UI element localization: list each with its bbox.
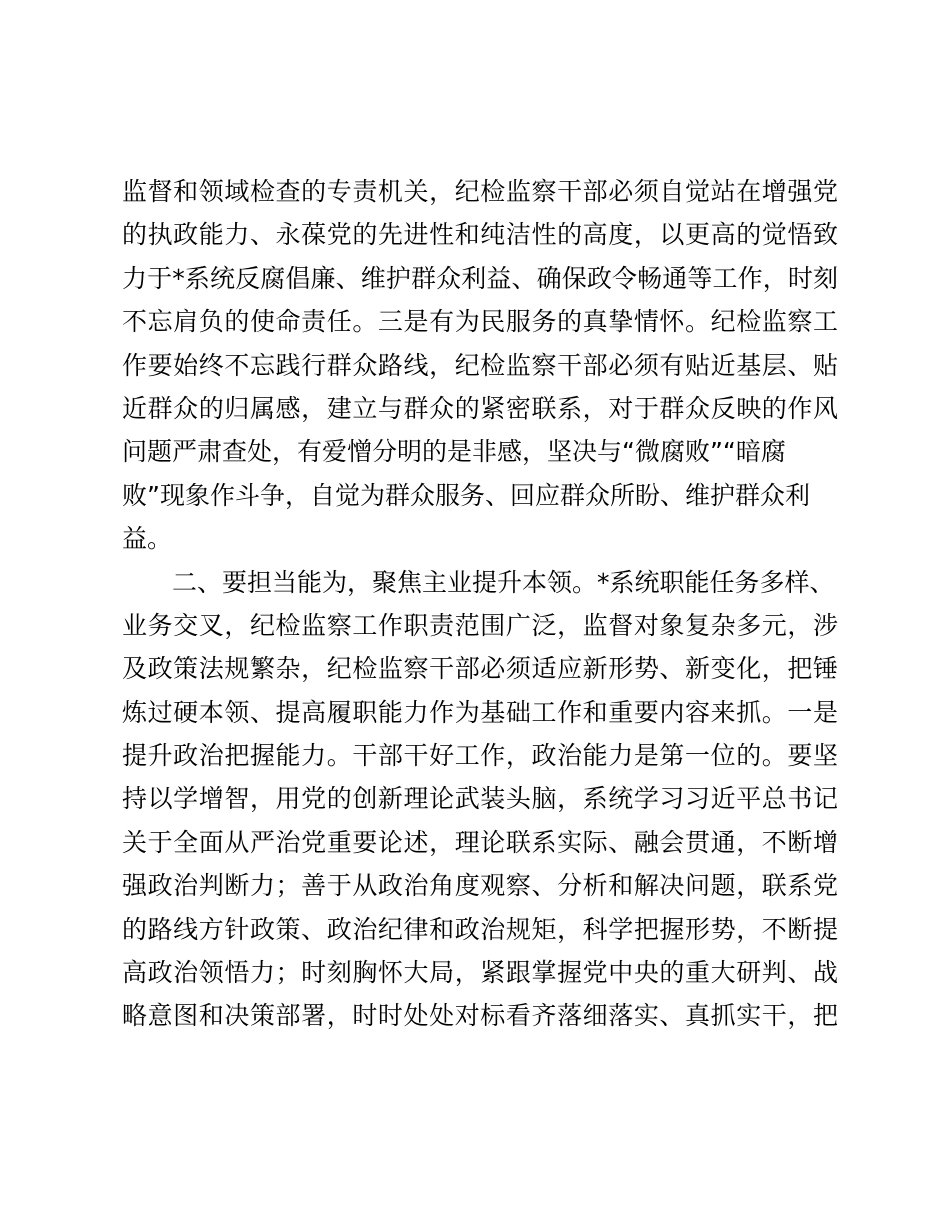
text-line-1: 监督和领域检查的专责机关，纪检监察干部必须自觉站在增强党 [122, 177, 838, 206]
text-line-2: 的执政能力、永葆党的先进性和纯洁性的高度，以更高的觉悟致 [122, 220, 838, 250]
text-line-12: 及政策法规繁杂，纪检监察干部必须适应新形势、新变化，把锤 [122, 654, 838, 684]
body-text [122, 170, 838, 1038]
text-line-18: 的路线方针政策、政治纪律和政治规矩，科学把握形势，不断提 [122, 914, 838, 944]
section-heading-line: 二、要担当能为，聚焦主业提升本领。*系统职能任务多样、 [172, 567, 835, 597]
text-line-6: 近群众的归属感，建立与群众的紧密联系，对于群众反映的作风 [122, 393, 838, 423]
text-line-3: 力于*系统反腐倡廉、维护群众利益、确保政令畅通等工作，时刻 [122, 263, 838, 293]
text-line-14: 提升政治把握能力。干部干好工作，政治能力是第一位的。要坚 [122, 741, 838, 771]
text-line-20: 略意图和决策部署，时时处处对标看齐落细落实、真抓实干，把 [122, 1001, 838, 1031]
text-line-16: 关于全面从严治党重要论述，理论联系实际、融会贯通，不断增 [122, 827, 838, 857]
text-line-5: 作要始终不忘践行群众路线，纪检监察干部必须有贴近基层、贴 [122, 350, 838, 380]
text-line-13: 炼过硬本领、提高履职能力作为基础工作和重要内容来抓。一是 [122, 697, 838, 727]
text-line-19: 高政治领悟力；时刻胸怀大局，紧跟掌握党中央的重大研判、战 [122, 958, 838, 988]
text-line-7: 问题严肃查处，有爱憎分明的是非感，坚决与“微腐败”“暗腐 [122, 437, 786, 467]
text-line-15: 持以学增智，用党的创新理论武装头脑，系统学习习近平总书记 [122, 784, 838, 814]
text-line-9: 益。 [122, 524, 173, 554]
text-line-17: 强政治判断力；善于从政治角度观察、分析和解决问题，联系党 [122, 871, 838, 901]
text-line-4: 不忘肩负的使命责任。三是有为民服务的真挚情怀。纪检监察工 [122, 307, 838, 337]
text-line-11: 业务交叉，纪检监察工作职责范围广泛，监督对象复杂多元，涉 [122, 610, 838, 640]
text-line-8: 败”现象作斗争，自觉为群众服务、回应群众所盼、维护群众利 [122, 480, 810, 510]
